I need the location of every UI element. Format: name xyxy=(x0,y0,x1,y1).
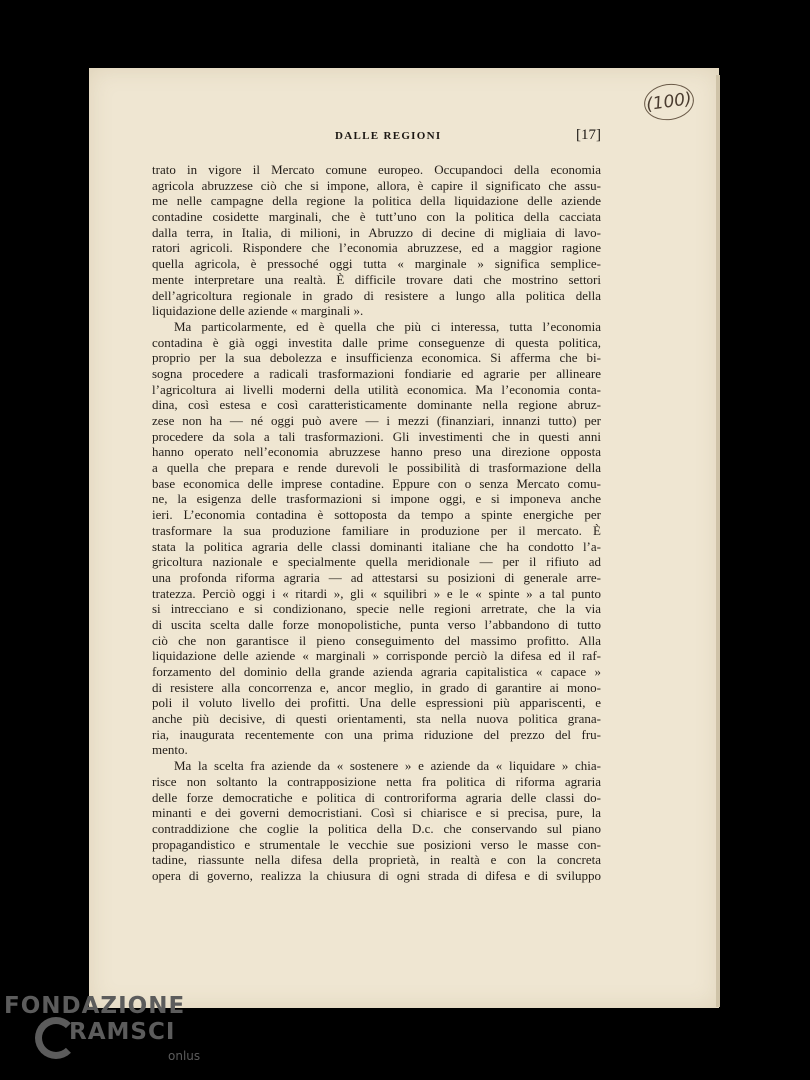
logo-bottom-text: RAMSCI xyxy=(69,1019,176,1045)
text-line: una profonda riforma agraria — ad attestarsi su posizioni di generale arre- xyxy=(152,569,601,585)
text-line: trato in vigore il Mercato comune europeo. Occupandoci della economia xyxy=(152,162,601,177)
text-line: dina, così estesa e così caratteristicamente dominante nella regione abruz- xyxy=(152,397,601,413)
handwritten-annotation: (100) xyxy=(642,81,697,124)
text-line: liquidazione delle aziende « marginali ». xyxy=(152,303,364,319)
text-line: mento. xyxy=(152,742,188,758)
text-line: tadine, riassunte nella difesa della proprietà, in realtà e con la concreta xyxy=(152,852,601,868)
text-line: mente interpretare una realtà. È difficile trovare dati che mostrino settori xyxy=(152,271,601,287)
text-line: procedere da sola a tali trasformazioni. Gli investimenti che in questi anni xyxy=(152,428,601,444)
text-line: zese non ha — né oggi può avere — i mezzi (finanziari, innanzi tutto) per xyxy=(152,413,601,428)
text-line: sogna procedere a radicali trasformazioni fondiarie ed agrarie per allineare xyxy=(152,365,601,381)
text-line: si intrecciano e si condizionano, specie nelle regioni arretrate, che la via xyxy=(152,601,601,617)
page-number: [17] xyxy=(576,127,601,143)
text-line: anche più decisive, di questi orientamenti, sta nella nuova politica grana- xyxy=(152,711,601,727)
text-line: di uscita scelta dalle forze monopolistiche, punta verso l’abbandono di tutto xyxy=(152,616,601,632)
text-line: l’agricoltura ai livelli moderni della utilità economica. Ma l’economia conta- xyxy=(152,381,601,397)
text-line: stata la politica agraria delle classi dominanti italiane che ha condotto l’a- xyxy=(152,538,601,554)
text-line: agricola abruzzese ciò che si impone, allora, è capire il significato che assu- xyxy=(152,177,601,193)
text-line: tratezza. Perciò oggi i « ritardi », gli « squilibri » e le « spinte » a tal punto xyxy=(152,585,601,601)
text-line: me nelle campagne della regione la politica della liquidazione delle aziende xyxy=(152,193,601,209)
text-line: opera di governo, realizza la chiusura di ogni strada di difesa e di sviluppo xyxy=(152,867,601,883)
text-line: ne, la esigenza delle trasformazioni si impone oggi, e si imponeva anche xyxy=(152,491,601,507)
fondazione-gramsci-logo xyxy=(4,993,204,1073)
text-line: gricoltura nazionale e specialmente quella meridionale — per il rifiuto ad xyxy=(152,554,601,570)
logo-top-text: FONDAZIONE xyxy=(4,993,186,1019)
text-line: ria, inaugurata recentemente con una prima riduzione del prezzo del fru- xyxy=(152,726,601,742)
text-line: ieri. L’economia contadina è sottoposta da tempo a spinte energiche per xyxy=(152,507,601,523)
text-line: trasformare la sua produzione familiare in produzione per il mercato. È xyxy=(152,522,601,538)
text-line: hanno operato nell’economia abruzzese hanno preso una direzione opposta xyxy=(152,444,601,460)
body-text xyxy=(152,162,601,884)
text-line: propagandistico e strumentale le vecchie sue posizioni verso le masse con- xyxy=(152,836,601,852)
text-line: base economica delle imprese contadine. Eppure con o senza Mercato comu- xyxy=(152,475,601,491)
text-line: contraddizione che coglie la politica della D.c. che conservando sul piano xyxy=(152,820,601,836)
text-line: dalla terra, in Italia, di milioni, in Abruzzo di decine di migliaia di lavo- xyxy=(152,224,601,240)
text-line: poli il voluto livello dei profitti. Una delle espressioni più appariscenti, e xyxy=(152,695,601,711)
text-line: Ma particolarmente, ed è quella che più ci interessa, tutta l’economia xyxy=(174,318,601,334)
text-line: liquidazione delle aziende « marginali » corrisponde perciò la difesa ed il raf- xyxy=(152,648,601,664)
text-line: forzamento del dominio della grande azienda agraria capitalistica « capace » xyxy=(152,664,601,679)
text-line: ciò che non garantisce il pieno conseguimento del massimo profitto. Alla xyxy=(152,632,601,648)
text-line: a quella che prepara e rende durevoli le possibilità di trasformazione della xyxy=(152,460,601,476)
text-line: di resistere alla concorrenza e, ancor meglio, in grado di garantire ai mono- xyxy=(152,679,601,695)
text-line: dell’agricoltura regionale in grado di resistere a lungo alla politica della xyxy=(152,287,601,303)
text-line: Ma la scelta fra aziende da « sostenere » e aziende da « liquidare » chia- xyxy=(174,758,601,774)
running-head: DALLE REGIONI xyxy=(335,130,442,142)
text-line: contadina è già oggi investita dalle prime conseguenze di questa politica, xyxy=(152,334,601,350)
text-line: risce non soltanto la contrapposizione netta fra politica di riforma agraria xyxy=(152,773,601,789)
page-edge xyxy=(716,75,720,1007)
text-line: ratori agricoli. Rispondere che l’economia abruzzese, ed a maggior ragione xyxy=(152,240,601,256)
text-line: proprio per la sua debolezza e insufficienza economica. Si afferma che bi- xyxy=(152,350,601,366)
text-line: quella agricola, è pressoché oggi tutta « marginale » significa semplice- xyxy=(152,256,601,272)
logo-subtitle: onlus xyxy=(168,1049,201,1063)
text-line: delle forze democratiche e politica di controriforma agraria delle classi do- xyxy=(152,789,601,805)
text-line: minanti e dei governi democristiani. Così si chiarisce e si precisa, pure, la xyxy=(152,805,601,821)
text-line: contadine cosidette marginali, che è tutt’uno con la politica della cacciata xyxy=(152,209,601,225)
